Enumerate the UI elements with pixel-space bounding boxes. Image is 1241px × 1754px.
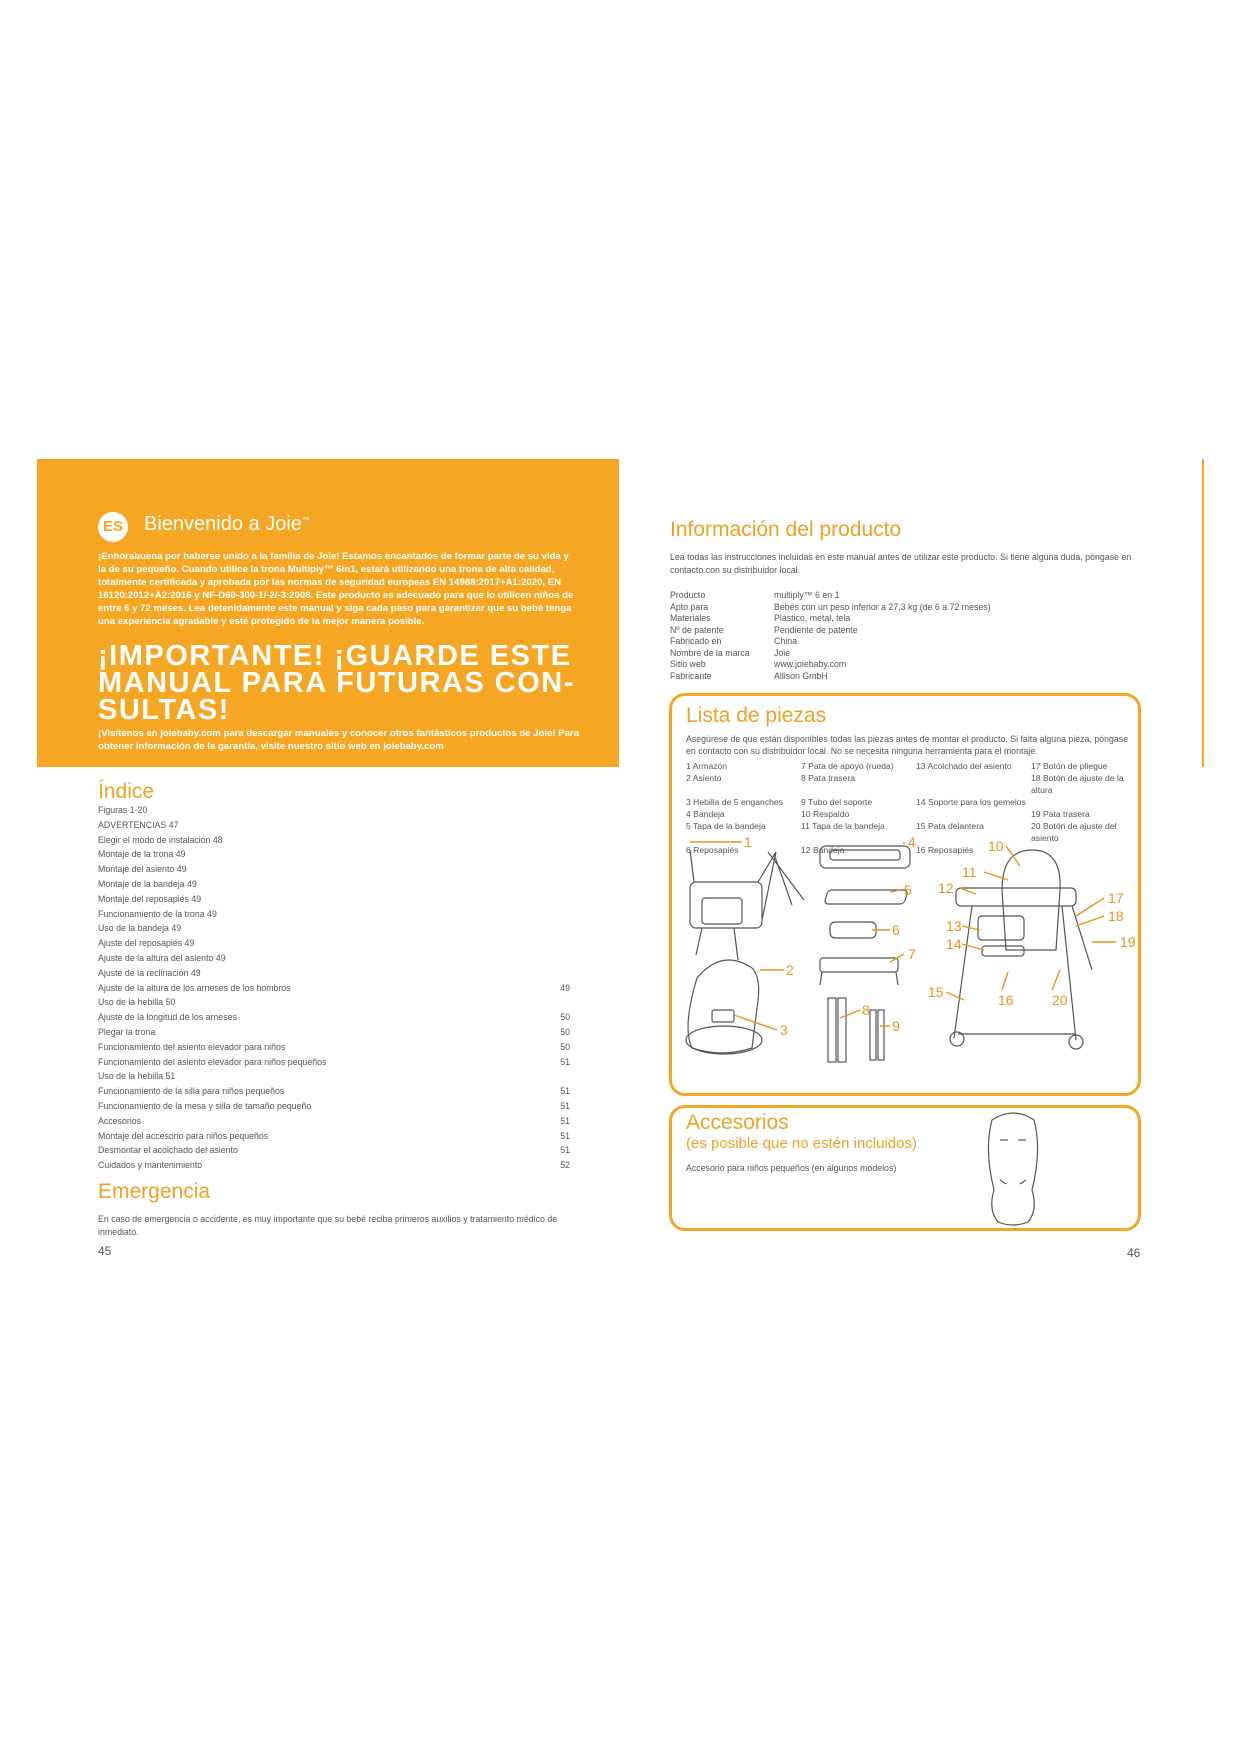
index-item-label: Ajuste de la longitud de los arneses [98, 1012, 237, 1023]
product-info-value: Pendiente de patente [774, 624, 858, 635]
index-item [98, 968, 570, 983]
product-info-row [670, 602, 1070, 614]
product-info-value: Joie [774, 647, 791, 658]
part-callout-number: 16 [998, 992, 1014, 1008]
product-info-row [670, 625, 1070, 637]
index-item [98, 835, 570, 850]
part-item [916, 772, 1031, 796]
index-item [98, 953, 570, 968]
index-item [98, 879, 570, 894]
part-item: 18 Botón de ajuste de la altura [1031, 773, 1124, 795]
index-item [98, 923, 570, 938]
emergency-heading: Emergencia [98, 1180, 211, 1203]
index-item-label: Funcionamiento del asiento elevador para niños [98, 1041, 286, 1052]
welcome-paragraph: ¡Enhorabuena por haberse unido a la familia de Joie! Estamos encantados de formar parte de su vida y la de su pequeño. Cuando utilice la trona Multiply™ 6in1, estará utilizando una trona de alta calidad, totalmente certificada y aprobada por las normas de seguridad europeas EN 14988:2017+A1:2020, EN 16120:2012+A2:2016 y NF-D60-300-1/-2/-3:2008. Este producto es adecuado para que lo utilicen niños de entre 6 y 72 meses. Lea detenidamente este manual y siga cada paso para garantizar que su bebé tenga una experiencia agradable y esté protegido de la mejor manera posible. [98, 551, 574, 627]
index-item-page: 50 [560, 1026, 570, 1037]
product-info-label: Materiales [670, 613, 711, 623]
part-callout-number: 1 [744, 834, 752, 850]
page-number-left: 45 [98, 1244, 112, 1258]
part-item: 16 Reposapiés [916, 845, 974, 855]
index-item [98, 1012, 570, 1027]
index-item-label: Montaje del reposapiés 49 [98, 893, 202, 904]
part-item: 6 Reposapiés [686, 845, 739, 855]
edge-rule [1202, 459, 1204, 767]
index-item-label: Montaje de la bandeja 49 [98, 878, 197, 889]
product-info-label: Nº de patente [670, 624, 724, 635]
index-item [98, 1027, 570, 1042]
language-badge: ES [98, 512, 128, 542]
accessories-subtitle: (es posible que no estén incluidos) [686, 1135, 917, 1152]
product-info-row [670, 671, 1070, 683]
index-item-label: Montaje de la trona 49 [98, 849, 186, 860]
index-item [98, 938, 570, 953]
part-item: 19 Pata trasera [1031, 809, 1090, 819]
index-item-label: Accesorios [98, 1115, 142, 1126]
index-item-label: Figuras 1-20 [98, 805, 148, 815]
trademark-mark: ™ [301, 515, 310, 525]
part-callout-number: 4 [908, 834, 916, 850]
part-callout-number: 15 [928, 984, 944, 1000]
welcome-title-text: Bienvenido a Joie [144, 513, 302, 535]
part-callout-number: 18 [1108, 908, 1124, 924]
part-item: 7 Pata de apoyo (rueda) [801, 761, 894, 771]
product-info-row [670, 636, 1070, 648]
product-info-label: Sitio web [670, 659, 706, 669]
index-item-page: 50 [560, 1012, 570, 1023]
index-item [98, 894, 570, 909]
index-item [98, 1071, 570, 1086]
product-info-label: Producto [670, 590, 706, 600]
part-item: 8 Pata trasera [801, 773, 855, 783]
part-item: 13 Acolchado del asiento [916, 761, 1012, 771]
index-item [98, 997, 570, 1012]
parts-callouts [672, 830, 1138, 1092]
product-info-row [670, 648, 1070, 660]
part-item: 4 Bandeja [686, 809, 725, 819]
index-item-label: Uso de la bandeja 49 [98, 923, 182, 934]
index-item-page: 51 [560, 1056, 570, 1067]
index-item-label: Ajuste de la altura del asiento 49 [98, 952, 226, 963]
accessories-text: Accesorio para niños pequeños (en algunos modelos) [686, 1163, 897, 1173]
part-item: 14 Soporte para los gemelos [916, 797, 1026, 807]
index-item-label: ADVERTENCIAS 47 [98, 819, 179, 830]
index-item [98, 1057, 570, 1072]
index-list [98, 805, 570, 1175]
index-item [98, 820, 570, 835]
accessories-heading: Accesorios [686, 1111, 789, 1134]
visit-paragraph: ¡Visítenos en joiebaby.com para descargar manuales y conocer otros fantásticos productos de Joie! Para obtener información de la garantía, visite nuestro sitio web en joiebaby.com [98, 728, 580, 752]
part-callout-number: 13 [946, 918, 962, 934]
index-item-page: 51 [560, 1145, 570, 1156]
index-item-page: 51 [560, 1086, 570, 1097]
index-item [98, 983, 570, 998]
index-item [98, 909, 570, 924]
index-item [98, 1160, 570, 1175]
page-number-right: 46 [1127, 1246, 1141, 1260]
index-item [98, 1042, 570, 1057]
index-item [98, 1131, 570, 1146]
part-callout-number: 11 [962, 864, 977, 880]
part-callout-number: 17 [1108, 890, 1124, 906]
toddler-insert-drawing [978, 1110, 1048, 1228]
product-info-heading: Información del producto [670, 518, 902, 541]
index-item [98, 1145, 570, 1160]
index-item-page: 52 [560, 1160, 570, 1171]
important-heading: ¡IMPORTANTE! ¡GUARDE ESTE MANUAL PARA FUTURAS CON-SULTAS! [98, 640, 575, 726]
product-info-value: Bebés con un peso inferior a 27,3 kg (de 6 a 72 meses) [774, 601, 991, 612]
product-info-row [670, 590, 1070, 602]
product-info-label: Nombre de la marca [670, 647, 750, 658]
part-callout-number: 3 [780, 1022, 788, 1038]
index-item-label: Ajuste de la reclinación 49 [98, 967, 201, 978]
product-info-value: China [774, 636, 797, 646]
product-info-row [670, 613, 1070, 625]
product-info-value: www.joiebaby.com [774, 659, 847, 669]
part-callout-number: 9 [892, 1018, 900, 1034]
index-item [98, 864, 570, 879]
part-callout-number: 12 [938, 880, 954, 896]
part-item: 1 Armazón [686, 761, 728, 771]
index-item-label: Elegir el modo de instalación 48 [98, 834, 223, 845]
part-callout-number: 6 [892, 922, 900, 938]
index-item [98, 1116, 570, 1131]
index-item-label: Montaje del asiento 49 [98, 864, 187, 875]
index-item-label: Montaje del accesorio para niños pequeños [98, 1130, 269, 1141]
parts-intro: Asegúrese de que están disponibles todas las piezas antes de montar el producto. Si falta alguna pieza, póngase en contacto con su distribuidor local. No se necesita ninguna herramienta para el montaje. [686, 734, 1129, 756]
index-item-label: Desmontar el acolchado del asiento [98, 1145, 238, 1156]
index-item-label: Funcionamiento de la silla para niños pequeños [98, 1086, 285, 1097]
part-callout-number: 2 [786, 962, 794, 978]
index-item-label: Funcionamiento del asiento elevador para niños pequeños [98, 1056, 327, 1067]
index-item [98, 805, 570, 820]
part-callout-number: 8 [862, 1002, 870, 1018]
product-info-label: Fabricado en [670, 636, 722, 646]
product-info-intro: Lea todas las instrucciones incluidas en este manual antes de utilizar este producto. Si tiene alguna duda, póngase en contacto con su distribuidor local. [670, 552, 1132, 575]
index-item-label: Cuidados y mantenimiento [98, 1160, 203, 1171]
index-item-label: Ajuste de la altura de los arneses de los hombros [98, 982, 291, 993]
part-item: 2 Asiento [686, 773, 722, 783]
product-info-label: Apto para [670, 601, 709, 612]
part-callout-number: 7 [908, 946, 916, 962]
part-item: 5 Tapa de la bandeja [686, 821, 766, 831]
part-item: 3 Hebilla de 5 enganches [686, 797, 783, 807]
index-heading: Índice [98, 780, 155, 803]
index-item-page: 51 [560, 1130, 570, 1141]
part-item: 9 Tubo del soporte [801, 797, 873, 807]
part-callout-number: 19 [1120, 934, 1136, 950]
product-info-table [670, 590, 1070, 682]
index-item-label: Funcionamiento de la trona 49 [98, 908, 217, 919]
index-item-page: 51 [560, 1100, 570, 1111]
part-item: 20 Botón de ajuste del asiento [1031, 821, 1117, 843]
product-info-label: Fabricante [670, 670, 712, 681]
product-info-value: Allison GmbH [774, 670, 828, 681]
part-item: 10 Respaldo [801, 809, 850, 819]
welcome-title [144, 513, 310, 536]
part-item: 15 Pata delantera [916, 821, 984, 831]
index-item-label: Uso de la hebilla 51 [98, 1071, 176, 1082]
index-item [98, 849, 570, 864]
product-info-value: multiply™ 6 en 1 [774, 590, 840, 600]
index-item-label: Funcionamiento de la mesa y silla de tamaño pequeño [98, 1100, 312, 1111]
part-callout-number: 10 [988, 838, 1004, 854]
part-callout-number: 14 [946, 936, 962, 952]
index-item-page: 51 [560, 1115, 570, 1126]
index-item-label: Uso de la hebilla 50 [98, 997, 176, 1008]
part-item: 12 Bandeja [801, 845, 845, 855]
part-item: 11 Tapa de la bandeja [801, 821, 885, 831]
index-item [98, 1086, 570, 1101]
index-item-label: Plegar la trona [98, 1026, 156, 1037]
part-item [1031, 796, 1140, 808]
parts-heading: Lista de piezas [686, 704, 827, 727]
index-item-page: 49 [560, 982, 570, 993]
emergency-paragraph: En caso de emergencia o accidente, es muy importante que su bebé reciba primeros auxilios y tratamiento médico de inmediato. [98, 1214, 558, 1237]
index-item [98, 1101, 570, 1116]
product-info-row [670, 659, 1070, 671]
part-callout-number: 20 [1052, 992, 1068, 1008]
part-item [916, 808, 1031, 820]
product-info-value: Plástico, metal, tela [774, 613, 851, 623]
index-item-label: Ajuste del reposapiés 49 [98, 938, 195, 949]
part-item: 17 Botón de pliegue [1031, 761, 1108, 771]
index-item-page: 50 [560, 1041, 570, 1052]
part-callout-number: 5 [904, 882, 912, 898]
